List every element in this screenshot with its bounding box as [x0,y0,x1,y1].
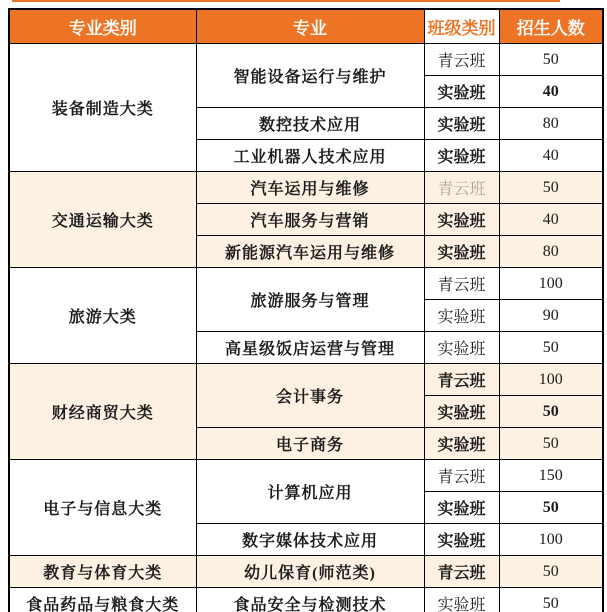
class-type-cell: 实验班 [424,332,499,364]
class-type-cell: 实验班 [424,236,499,268]
category-cell: 食品药品与粮食大类 [9,588,196,612]
class-type-cell: 青云班 [424,364,499,396]
count-cell: 40 [499,140,603,172]
count-cell: 100 [499,268,603,300]
major-cell: 旅游服务与管理 [196,268,424,332]
count-cell: 100 [499,364,603,396]
count-cell: 50 [499,332,603,364]
table-row [9,588,603,612]
count-cell: 100 [499,524,603,556]
class-type-cell: 实验班 [424,492,499,524]
class-type-cell: 实验班 [424,140,499,172]
class-type-cell: 实验班 [424,396,499,428]
count-cell: 50 [499,396,603,428]
count-cell: 50 [499,44,603,76]
class-type-cell: 青云班 [424,268,499,300]
table-row [9,364,603,396]
major-cell: 数控技术应用 [196,108,424,140]
count-cell: 50 [499,588,603,612]
header-class-type: 班级类别 [424,9,499,44]
class-type-cell: 实验班 [424,76,499,108]
category-cell: 教育与体育大类 [9,556,196,588]
count-cell: 50 [499,172,603,204]
major-cell: 汽车服务与营销 [196,204,424,236]
class-type-cell: 实验班 [424,588,499,612]
class-type-cell: 青云班 [424,460,499,492]
class-type-cell: 青云班 [424,44,499,76]
major-cell: 智能设备运行与维护 [196,44,424,108]
count-cell: 50 [499,556,603,588]
count-cell: 50 [499,492,603,524]
top-strip [12,0,560,2]
class-type-cell: 实验班 [424,108,499,140]
class-type-cell: 实验班 [424,300,499,332]
major-cell: 汽车运用与维修 [196,172,424,204]
category-cell: 电子与信息大类 [9,460,196,556]
class-type-cell: 青云班 [424,556,499,588]
major-cell: 幼儿保育(师范类) [196,556,424,588]
count-cell: 50 [499,428,603,460]
category-cell: 交通运输大类 [9,172,196,268]
header-row [9,9,603,44]
header-enrollment: 招生人数 [499,9,603,44]
major-cell: 电子商务 [196,428,424,460]
major-cell: 数字媒体技术应用 [196,524,424,556]
count-cell: 80 [499,236,603,268]
major-cell: 食品安全与检测技术 [196,588,424,612]
category-cell: 装备制造大类 [9,44,196,172]
count-cell: 40 [499,204,603,236]
table-row [9,460,603,492]
class-type-cell: 实验班 [424,524,499,556]
major-cell: 高星级饭店运营与管理 [196,332,424,364]
category-cell: 旅游大类 [9,268,196,364]
class-type-cell: 青云班 [424,172,499,204]
class-type-cell: 实验班 [424,204,499,236]
count-cell: 90 [499,300,603,332]
table-row [9,268,603,300]
major-cell: 新能源汽车运用与维修 [196,236,424,268]
major-cell: 计算机应用 [196,460,424,524]
major-cell: 会计事务 [196,364,424,428]
class-type-cell: 实验班 [424,428,499,460]
table-header [9,9,603,44]
count-cell: 150 [499,460,603,492]
table-row [9,44,603,76]
table-row [9,172,603,204]
category-cell: 财经商贸大类 [9,364,196,460]
major-cell: 工业机器人技术应用 [196,140,424,172]
count-cell: 80 [499,108,603,140]
header-major: 专业 [196,9,424,44]
header-category: 专业类别 [9,9,196,44]
count-cell: 40 [499,76,603,108]
table-row [9,556,603,588]
enrollment-table [8,8,604,612]
